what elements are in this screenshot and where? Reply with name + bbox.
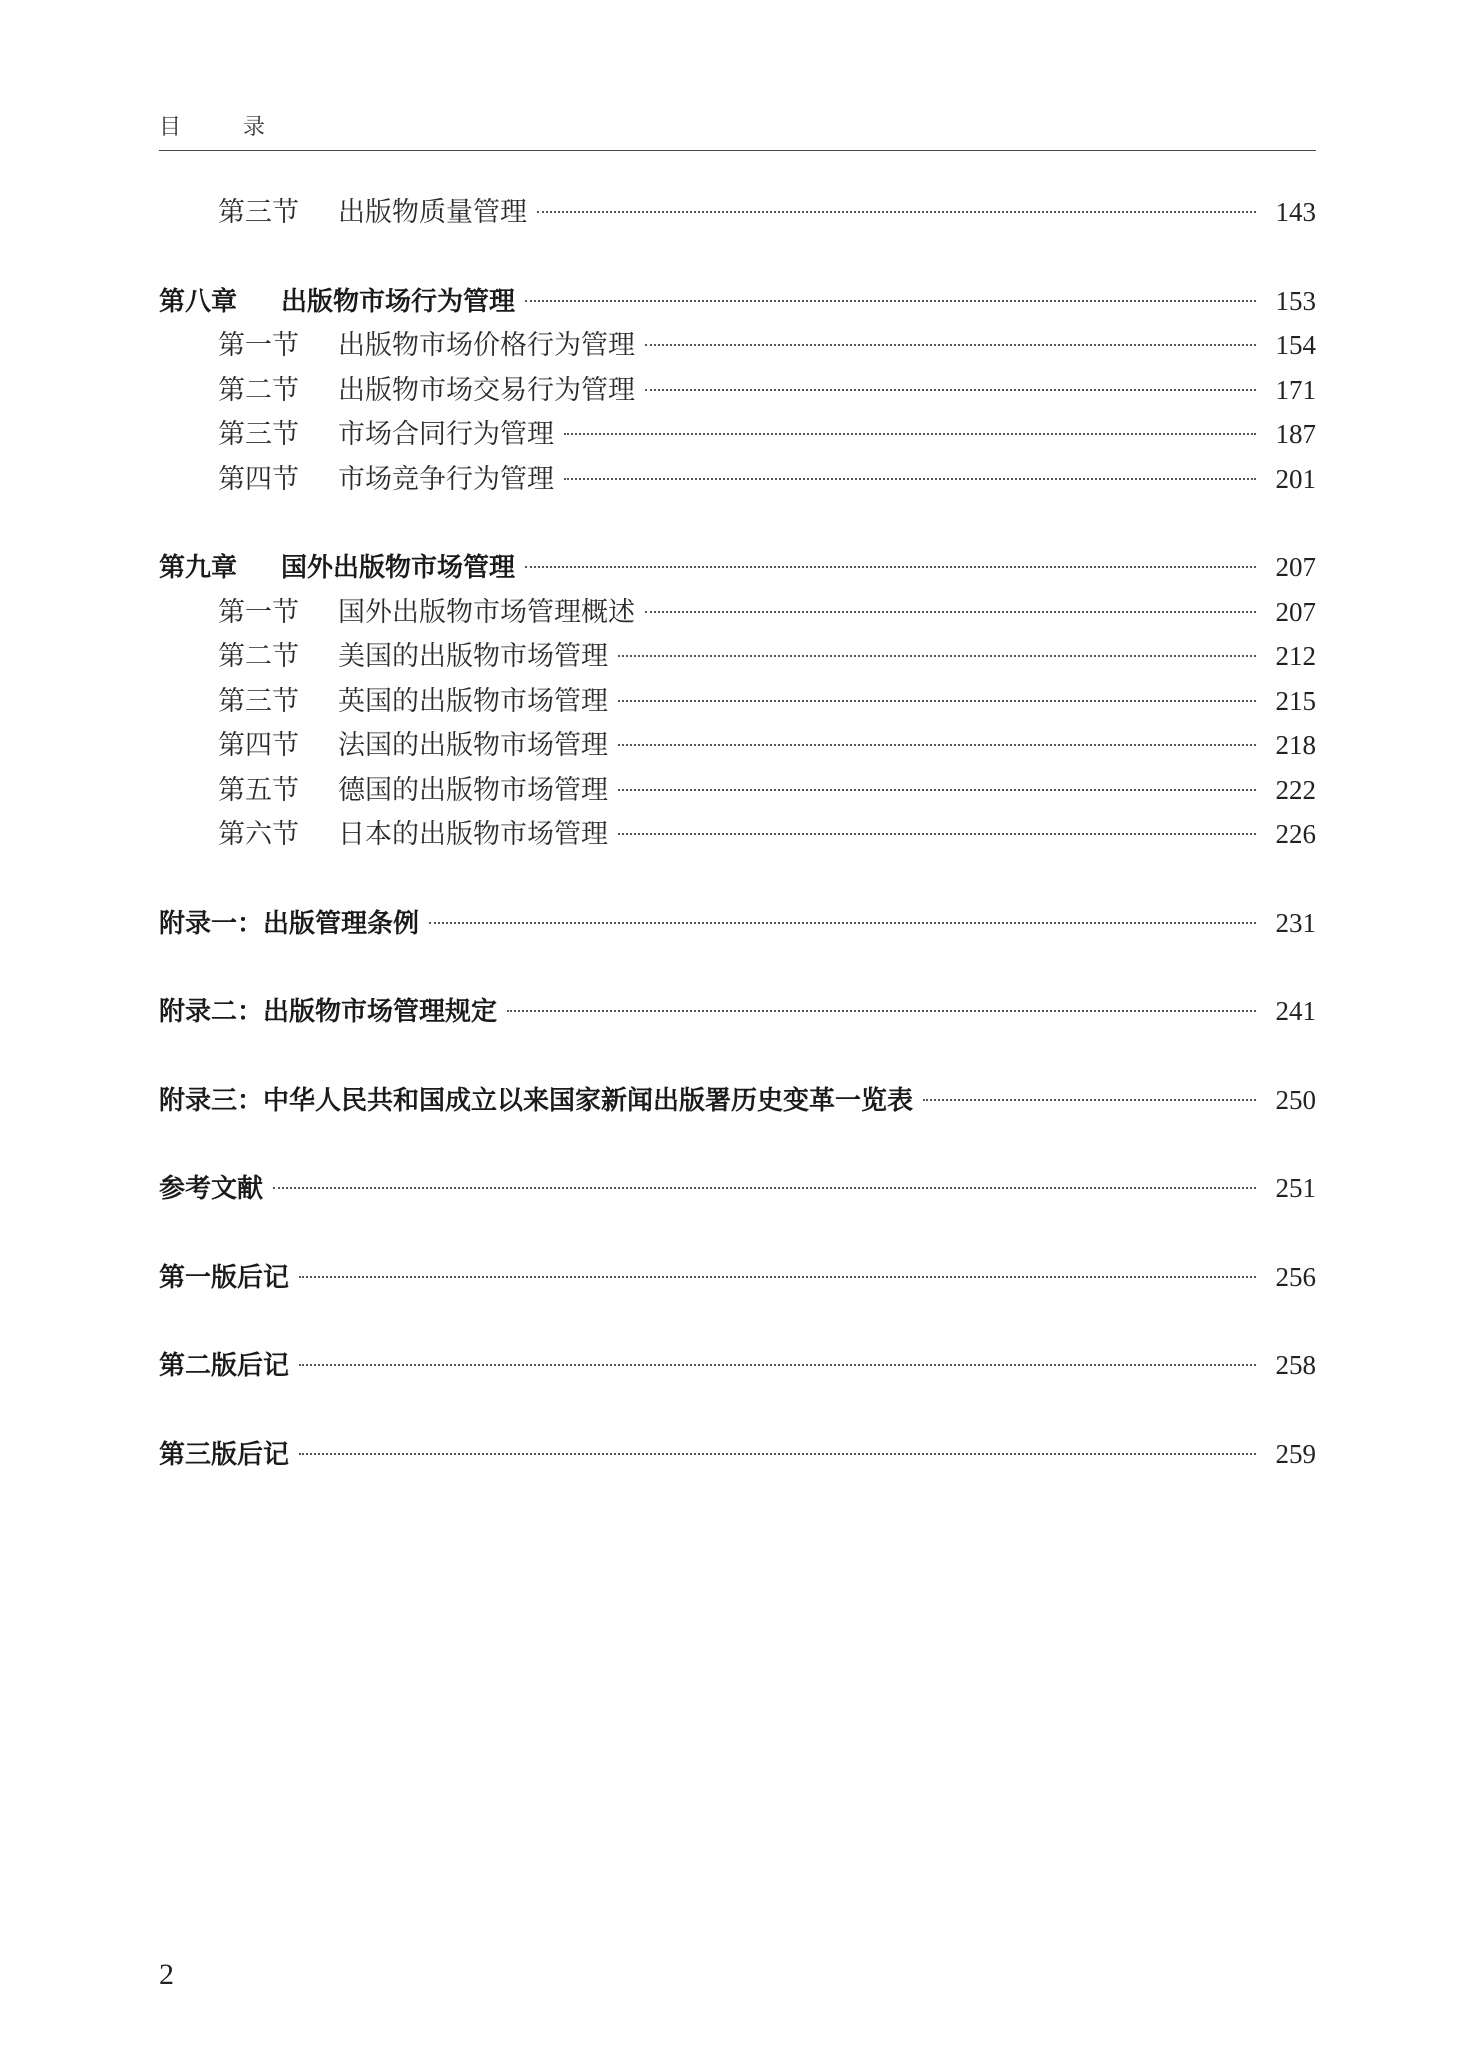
dot-leader — [645, 611, 1256, 613]
toc-entry-title: 第一版后记 — [159, 1262, 290, 1293]
toc-section-entry[interactable] — [159, 812, 1316, 857]
dot-leader — [618, 700, 1256, 702]
toc-entry-label — [159, 1167, 263, 1212]
toc-section-entry[interactable] — [159, 412, 1316, 457]
dot-leader — [525, 566, 1256, 568]
toc-section-entry[interactable] — [159, 679, 1316, 724]
toc-entry-label — [218, 769, 608, 814]
toc-section-entry[interactable] — [159, 323, 1316, 368]
toc-entry-title: 日本的出版物市场管理 — [338, 819, 608, 850]
toc-page-number: 207 — [1275, 596, 1316, 627]
toc-page-number: 154 — [1275, 330, 1316, 360]
toc-entry-label — [159, 902, 419, 947]
dot-leader — [645, 344, 1256, 346]
toc-chapter-entry[interactable] — [159, 545, 1316, 590]
toc-entry-label — [159, 280, 515, 325]
toc-page-number: 153 — [1275, 285, 1316, 316]
toc-entry-title: 英国的出版物市场管理 — [338, 685, 608, 717]
dot-leader — [299, 1453, 1256, 1455]
toc-page-number: 259 — [1275, 1438, 1316, 1469]
toc-page-number: 226 — [1275, 819, 1316, 849]
toc-entry-number: 第二节 — [218, 374, 299, 406]
toc-entry-number: 第四节 — [218, 730, 299, 761]
toc-group — [159, 1255, 1316, 1300]
dot-leader — [507, 1010, 1256, 1012]
toc-entry-label — [218, 324, 635, 369]
toc-page-number: 201 — [1275, 463, 1316, 494]
dot-leader — [923, 1099, 1256, 1101]
toc-entry-number: 第二节 — [218, 641, 299, 672]
toc-page-number: 251 — [1275, 1173, 1316, 1203]
toc-page-number: 171 — [1275, 374, 1316, 405]
running-header — [159, 110, 1316, 151]
toc-group — [159, 190, 1316, 235]
toc-entry-label — [159, 1079, 913, 1124]
toc-entry-number: 第九章 — [159, 553, 238, 583]
toc-entry-label — [218, 191, 527, 236]
dot-leader — [618, 655, 1256, 657]
toc-page-number: 143 — [1275, 197, 1316, 227]
toc-group — [159, 989, 1316, 1034]
toc-entry-number: 第一节 — [218, 330, 299, 361]
toc-entry-title: 市场竞争行为管理 — [338, 463, 554, 495]
toc-group — [159, 1343, 1316, 1388]
toc-entry-number: 第五节 — [218, 774, 299, 806]
toc-entry-label — [159, 546, 515, 591]
toc-page-number: 215 — [1275, 685, 1316, 716]
toc-entry-number: 第四节 — [218, 463, 299, 495]
toc-entry-title: 国外出版物市场管理 — [281, 553, 516, 583]
toc-entry-title: 出版物市场管理规定 — [263, 997, 498, 1027]
toc-chapter-entry[interactable] — [159, 1078, 1316, 1123]
toc-entry-label — [218, 724, 608, 769]
toc-entry-label — [159, 1256, 289, 1301]
toc-entry-title: 出版物市场交易行为管理 — [338, 374, 635, 406]
toc-chapter-entry[interactable] — [159, 1166, 1316, 1211]
toc-page-number: 258 — [1275, 1350, 1316, 1380]
toc-page-number: 218 — [1275, 730, 1316, 760]
toc-group — [159, 545, 1316, 857]
toc-entry-number: 第一节 — [218, 596, 299, 628]
toc-group — [159, 901, 1316, 946]
toc-page-number: 207 — [1275, 552, 1316, 582]
toc-entry-title: 出版物市场价格行为管理 — [338, 330, 635, 361]
toc-entry-title: 第二版后记 — [159, 1351, 290, 1381]
dot-leader — [564, 433, 1256, 435]
toc-entry-title: 出版物市场行为管理 — [281, 286, 516, 317]
dot-leader — [618, 833, 1256, 835]
toc-entry-title: 第三版后记 — [159, 1439, 290, 1470]
dot-leader — [618, 744, 1256, 746]
toc-entry-title: 德国的出版物市场管理 — [338, 774, 608, 806]
dot-leader — [537, 211, 1256, 213]
toc-entry-number: 第三节 — [218, 685, 299, 717]
toc-chapter-entry[interactable] — [159, 989, 1316, 1034]
toc-entry-number: 第三节 — [218, 419, 299, 450]
toc-entry-title: 美国的出版物市场管理 — [338, 641, 608, 672]
toc-page-number: 256 — [1275, 1261, 1316, 1292]
toc-chapter-entry[interactable] — [159, 1343, 1316, 1388]
dot-leader — [525, 300, 1256, 302]
toc-entry-number: 附录一： — [159, 908, 264, 939]
toc-entry-title: 市场合同行为管理 — [338, 419, 554, 450]
toc-section-entry[interactable] — [159, 457, 1316, 502]
toc-entry-label — [218, 813, 608, 858]
toc-chapter-entry[interactable] — [159, 901, 1316, 946]
toc-group — [159, 279, 1316, 502]
toc-group — [159, 1432, 1316, 1477]
running-header-label: 目 录 — [159, 115, 286, 140]
toc-entry-label — [218, 591, 635, 636]
dot-leader — [645, 389, 1256, 391]
toc-entry-number: 第六节 — [218, 819, 299, 850]
toc-entry-title: 出版物质量管理 — [338, 197, 527, 228]
toc-entry-title: 中华人民共和国成立以来国家新闻出版署历史变革一览表 — [263, 1085, 914, 1116]
toc-entry-number: 第三节 — [218, 197, 299, 228]
toc-section-entry[interactable] — [159, 190, 1316, 235]
toc-chapter-entry[interactable] — [159, 279, 1316, 324]
toc-entry-title: 参考文献 — [159, 1174, 264, 1204]
toc-section-entry[interactable] — [159, 634, 1316, 679]
toc-section-entry[interactable] — [159, 768, 1316, 813]
toc-chapter-entry[interactable] — [159, 1255, 1316, 1300]
toc-chapter-entry[interactable] — [159, 1432, 1316, 1477]
toc-page-number: 187 — [1275, 419, 1316, 449]
toc-entry-label — [159, 1344, 289, 1389]
toc-page-number: 241 — [1275, 996, 1316, 1026]
toc-entry-label — [218, 635, 608, 680]
toc-entry-title: 法国的出版物市场管理 — [338, 730, 608, 761]
toc-entry-label — [218, 413, 554, 458]
toc-section-entry[interactable] — [159, 723, 1316, 768]
toc-entry-label — [218, 458, 554, 503]
toc-entry-label — [218, 680, 608, 725]
page-number: 2 — [159, 1958, 174, 1991]
toc-page-number: 222 — [1275, 774, 1316, 805]
toc-entry-number: 第八章 — [159, 286, 238, 317]
toc-entry-number: 附录二： — [159, 997, 264, 1027]
dot-leader — [564, 478, 1256, 480]
toc-page-number: 212 — [1275, 641, 1316, 671]
toc-entry-label — [159, 1433, 289, 1478]
dot-leader — [299, 1276, 1256, 1278]
toc-entry-label — [218, 369, 635, 414]
dot-leader — [429, 922, 1256, 924]
dot-leader — [299, 1364, 1256, 1366]
toc-entry-label — [159, 990, 497, 1035]
toc-page-number: 250 — [1275, 1084, 1316, 1115]
dot-leader — [618, 789, 1256, 791]
toc-section-entry[interactable] — [159, 368, 1316, 413]
toc-entry-number: 附录三： — [159, 1085, 264, 1116]
toc-entry-title: 出版管理条例 — [263, 908, 420, 939]
toc-group — [159, 1166, 1316, 1211]
dot-leader — [273, 1187, 1256, 1189]
table-of-contents — [159, 190, 1316, 1520]
toc-group — [159, 1078, 1316, 1123]
toc-section-entry[interactable] — [159, 590, 1316, 635]
toc-page-number: 231 — [1275, 907, 1316, 938]
toc-entry-title: 国外出版物市场管理概述 — [338, 596, 635, 628]
